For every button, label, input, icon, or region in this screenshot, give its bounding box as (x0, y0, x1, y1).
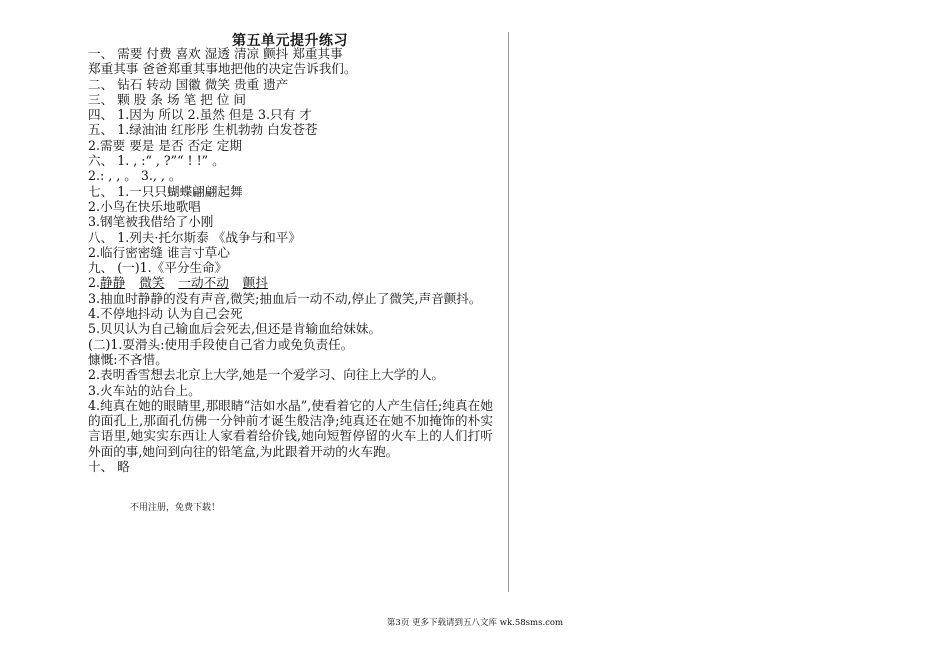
item-number: 2. (88, 275, 101, 291)
section-9-line: 九、 (一)1.《平分生命》 (88, 260, 228, 276)
section-1-line: 一、 需要 付费 喜欢 湿透 清凉 颤抖 郑重其事 (88, 46, 343, 61)
section-2-line: 二、 钻石 转动 国徽 微笑 贵重 遗产 (88, 76, 289, 92)
section-5-line: 五、 1.绿油油 红彤彤 生机勃勃 白发苍苍 (88, 122, 318, 138)
page-footer: 第3页 更多下载请到五八文库 wk.58sms.com (386, 618, 564, 628)
download-note: 不用注册，免费下载！ (130, 503, 221, 513)
section-1-sentence: 郑重其事 爸爸郑重其事地把他的决定告诉我们。 (88, 61, 357, 77)
page-title: 第五单元提升练习 (232, 33, 348, 49)
section-9-definition: 慷慨:不吝惜。 (88, 351, 168, 367)
section-8-line-2: 2.临行密密缝 谁言寸草心 (88, 244, 230, 260)
underlined-word: 静静 (100, 275, 126, 291)
section-6-line: 六、 1. , :“ , ?”“ ! !” 。 (88, 153, 225, 169)
section-9-answer-4: 4.不停地抖动 认为自己会死 (88, 306, 243, 322)
section-7-line-3: 3.钢笔被我借给了小刚 (88, 214, 214, 230)
underlined-word: 颤抖 (242, 275, 268, 291)
section-9-part-2-answer-4: 4.纯真在她的眼睛里,那眼睛“洁如水晶”,使看着它的人产生信任;纯真在她的面孔上,那面孔仿佛一分钟前才诞生般洁净;纯真还在她不加掩饰的朴实言语里,她实实东西让人家看着给价钱,她向短暂停留的火车上的人们打听外面的事,她问到向往的铅笔盒,为此跟着开动的火车跑。 (88, 397, 493, 459)
section-8-line: 八、 1.列夫·托尔斯泰 《战争与和平》 (88, 229, 301, 245)
section-9-underlined-words (88, 275, 493, 290)
section-9-part-2-answer-2: 2.表明香雪想去北京上大学,她是一个爱学习、向往上大学的人。 (88, 367, 445, 383)
section-10-line: 十、 略 (88, 459, 130, 475)
column-divider (508, 32, 509, 592)
answer-key-body (88, 46, 493, 474)
section-7-line-2: 2.小鸟在快乐地歌唱 (88, 198, 201, 214)
section-7-line: 七、 1.一只只蝴蝶翩翩起舞 (88, 183, 243, 199)
underlined-word: 微笑 (139, 275, 165, 291)
section-9-part-2-answer-1: (二)1.耍滑头:使用手段使自己省力或免负责任。 (88, 336, 354, 352)
section-3-line: 三、 颗 股 条 场 笔 把 位 间 (88, 91, 246, 107)
section-9-part-2-answer-3: 3.火车站的站台上。 (88, 382, 201, 398)
section-5-line-2: 2.需要 要是 是否 否定 定期 (88, 137, 242, 153)
section-6-line-2: 2.: , , 。 3., , 。 (88, 168, 182, 184)
section-9-answer-5: 5.贝贝认为自己输血后会死去,但还是肯输血给妹妹。 (88, 321, 382, 337)
underlined-word: 一动不动 (178, 275, 229, 291)
section-4-line: 四、 1.因为 所以 2.虽然 但是 3.只有 才 (88, 107, 312, 123)
section-9-answer-3: 3.抽血时静静的没有声音,微笑;抽血后一动不动,停止了微笑,声音颤抖。 (88, 290, 482, 306)
